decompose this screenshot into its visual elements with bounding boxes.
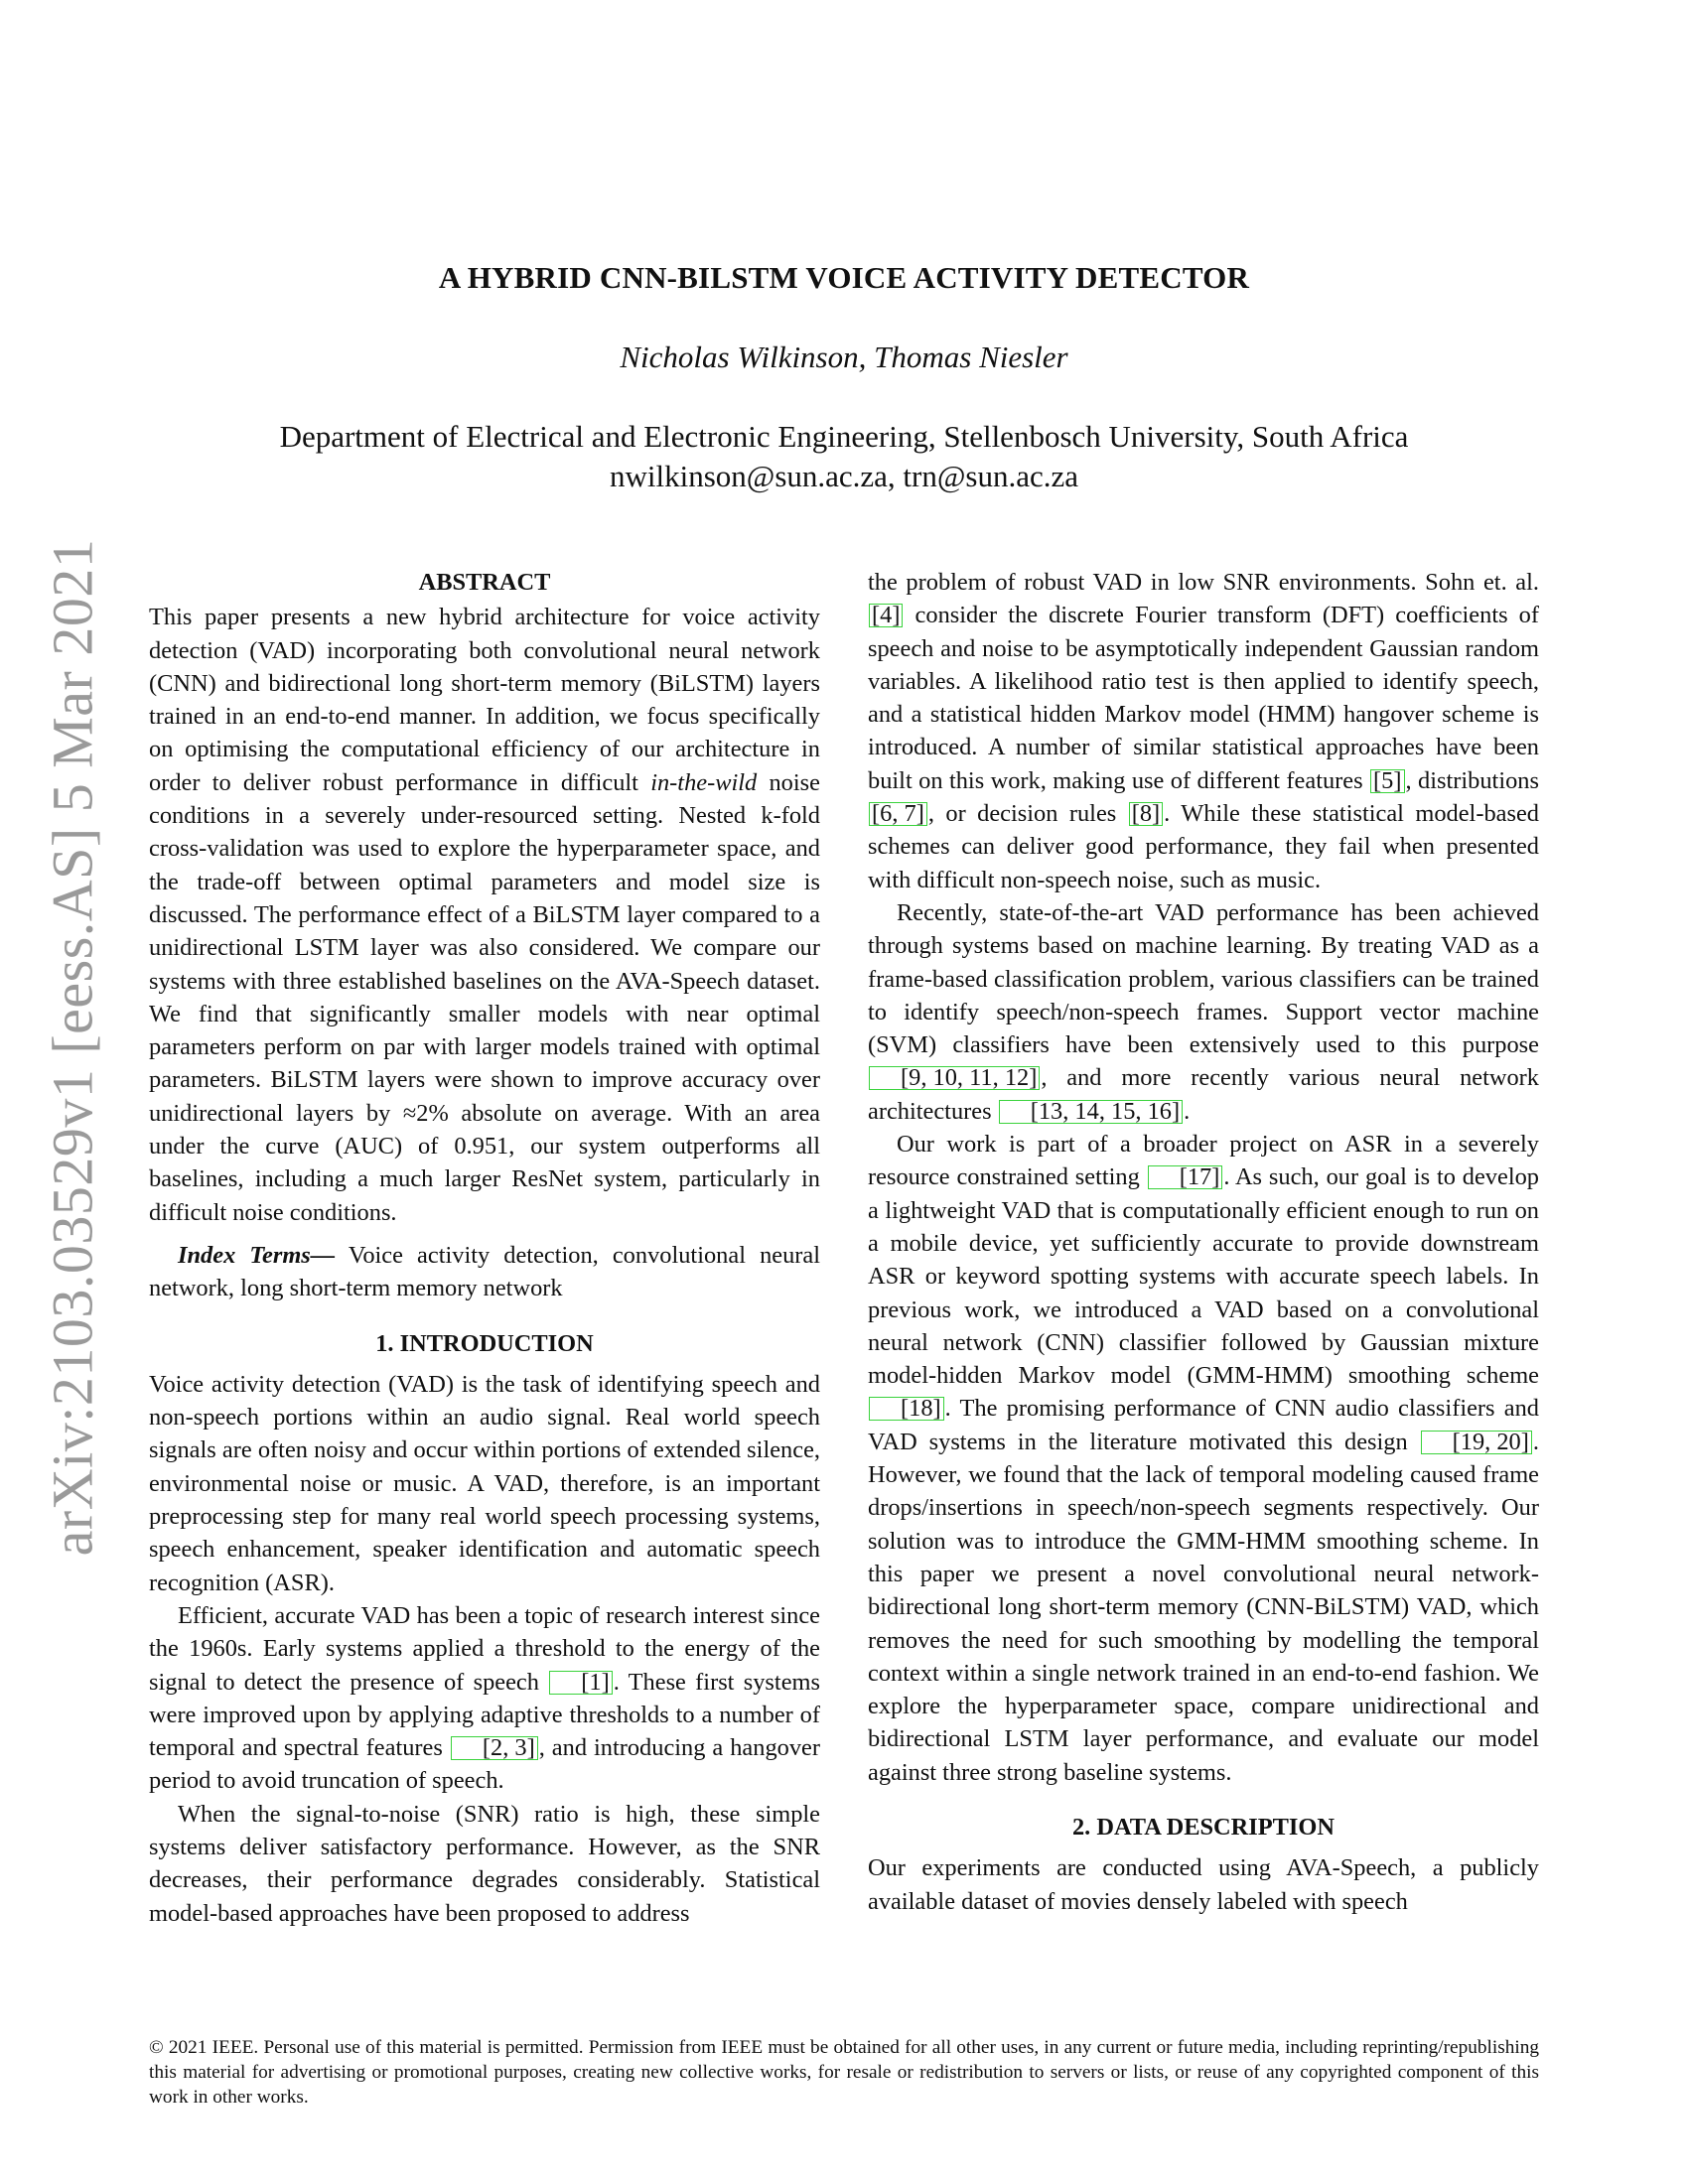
index-terms-text: Voice activity detection, convolutional neural network, long short-term memory network <box>149 1241 821 1302</box>
intro-paragraph-1: Voice activity detection (VAD) is the task of identifying speech and non-speech portions within an audio signal. Real world speech signals are often noisy and occur within portions of extended silence, environmental noise or music. A VAD, therefore, is an important preprocessing step for many real world speech processing systems, speech enhancement, speaker identification and automatic speech recognition (ASR). <box>149 1370 820 1596</box>
right-column <box>868 566 1539 1918</box>
citation-number: 15 <box>1111 1097 1136 1125</box>
text-span: . As such, our goal is to develop a lightweight VAD that is computationally efficient enough to run on a mobile device, yet sufficiently accurate to provide downstream ASR or keyword spotting systems with accurate speech labels. In previous work, we introduced a VAD based on a convolutional neural network (CNN) classifier followed by Gaussian mixture model-hidden Markov model (GMM-HMM) smoothing scheme <box>868 1163 1540 1390</box>
text-span: , or decision rules <box>927 800 1117 828</box>
citation-link[interactable]: [13, 14, 15, 16] <box>999 1100 1183 1124</box>
left-column <box>149 566 820 1930</box>
paper-title: A HYBRID CNN-BILSTM VOICE ACTIVITY DETECTOR <box>438 260 1250 295</box>
citation-number: 14 <box>1074 1097 1099 1125</box>
citation-link[interactable]: [19, 20] <box>1421 1431 1532 1454</box>
abstract-heading: ABSTRACT <box>418 569 551 596</box>
author-emails: nwilkinson@sun.ac.za, trn@sun.ac.za <box>609 459 1079 493</box>
text-span: Recently, state-of-the-art VAD performance has been achieved through systems based on machine learning. By treating VAD as a frame-based classification problem, various classifiers can be trained to identify speech/non-speech frames. Support vector machine (SVM) classifiers have been extensively used to this purpose <box>868 898 1539 1059</box>
intro-paragraph-2 <box>149 1599 820 1798</box>
citation-number: 4 <box>880 602 893 629</box>
text-span: . The promising performance of CNN audio classifiers and VAD systems in the literature motivated this design <box>868 1395 1539 1455</box>
citation-number: 19 <box>1460 1428 1485 1455</box>
text-span: consider the discrete Fourier transform (DFT) coefficients of speech and noise to be asymptotically independent Gaussian random variables. A likelihood ratio test is then applied to identify speech, and a statistical hidden Markov model (HMM) hangover scheme is introduced. A number of similar statistical approaches have been built on this work, making use of different features <box>868 602 1539 794</box>
affiliation-block <box>0 417 1688 496</box>
text-span: . <box>1184 1097 1191 1125</box>
citation-number: 2 <box>490 1734 503 1762</box>
abstract-text <box>149 601 820 1229</box>
index-terms <box>149 1239 820 1305</box>
citation-number: 20 <box>1496 1428 1521 1455</box>
citation-number: 12 <box>1004 1064 1030 1092</box>
citation-link[interactable]: [2, 3] <box>451 1736 538 1760</box>
intro-paragraph-6 <box>868 1128 1539 1789</box>
affiliation: Department of Electrical and Electronic Engineering, Stellenbosch University, South Africa <box>279 419 1409 454</box>
index-terms-label: Index Terms— <box>178 1241 336 1269</box>
text-span: , and more recently various neural network architectures <box>868 1064 1539 1125</box>
intro-paragraph-3: When the signal-to-noise (SNR) ratio is high, these simple systems deliver satisfactory performance. However, as the SNR decreases, their performance degrades considerably. Statistical model-based approaches have been proposed to address <box>149 1800 820 1927</box>
text-span: . These first systems were improved upon by applying adaptive thresholds to a number of temporal and spectral features <box>149 1668 820 1762</box>
section-heading-data-description: 2. DATA DESCRIPTION <box>1071 1813 1336 1841</box>
text-span: the problem of robust VAD in low SNR environments. Sohn et. al. <box>868 569 1539 596</box>
citation-number: 16 <box>1147 1097 1172 1125</box>
text-span: . However, we found that the lack of temporal modeling caused frame drops/insertions in speech/non-speech segments respectively. Our solution was to introduce the GMM-HMM smoothing scheme. In this paper we present a novel convolutional neural network-bidirectional long short-term memory (CNN-BiLSTM) VAD, which removes the need for such smoothing by modelling the temporal context within a single network trained in an end-to-end fashion. We explore the hyperparameter space, compare unidirectional and bidirectional LSTM layer performance, and evaluate our model against three strong baseline systems. <box>868 1428 1539 1786</box>
citation-number: 11 <box>969 1064 993 1092</box>
citation-number: 10 <box>932 1064 957 1092</box>
citation-link[interactable]: [4] <box>869 604 903 627</box>
citation-number: 17 <box>1187 1163 1212 1191</box>
citation-number: 9 <box>909 1064 921 1092</box>
text-span: Efficient, accurate VAD has been a topic of research interest since the 1960s. Early systems applied a threshold to the energy of the signal to detect the presence of speech <box>149 1601 820 1696</box>
citation-link[interactable]: [18] <box>869 1397 944 1421</box>
citation-link[interactable]: [9, 10, 11, 12] <box>869 1066 1040 1090</box>
citation-link[interactable]: [8] <box>1129 802 1163 826</box>
data-paragraph-1: Our experiments are conducted using AVA-Speech, a publicly available dataset of movies densely labeled with speech <box>868 1854 1539 1915</box>
citation-number: 8 <box>1139 800 1153 828</box>
intro-paragraph-4 <box>868 566 1539 896</box>
text-span: Our work is part of a broader project on ASR in a severely resource constrained setting <box>868 1131 1539 1191</box>
text-span: , and introducing a hangover period to avoid truncation of speech. <box>149 1734 820 1795</box>
paper-authors: Nicholas Wilkinson, Thomas Niesler <box>620 340 1068 374</box>
abstract-text-part: This paper presents a new hybrid architecture for voice activity detection (VAD) incorporating both convolutional neural network (CNN) and bidirectional long short-term memory (BiLSTM) layers trained in an end-to-end manner. In addition, we focus specifically on optimising the computational efficiency of our architecture in order to deliver robust performance in difficult <box>149 604 820 796</box>
citation-link[interactable]: [1] <box>549 1671 612 1695</box>
section-heading-introduction: 1. INTRODUCTION <box>375 1329 594 1357</box>
citation-number: 6 <box>880 800 893 828</box>
text-span: , distributions <box>1405 766 1539 794</box>
abstract-italic: in-the-wild <box>650 768 758 796</box>
text-span: . While these statistical model-based schemes can deliver good performance, they fail when presented with difficult non-speech noise, such as music. <box>868 800 1539 893</box>
citation-number: 5 <box>1381 766 1394 794</box>
citation-number: 1 <box>589 1668 602 1696</box>
citation-link[interactable]: [5] <box>1370 769 1404 793</box>
intro-paragraph-5 <box>868 896 1539 1128</box>
citation-link[interactable]: [17] <box>1148 1165 1223 1189</box>
citation-number: 7 <box>904 800 916 828</box>
abstract-text-part: noise conditions in a severely under-resourced setting. Nested k-fold cross-validation was used to explore the hyperparameter space, and the trade-off between optimal parameters and model size is discussed. The performance effect of a BiLSTM layer compared to a unidirectional LSTM layer was also considered. We compare our systems with three established baselines on the AVA-Speech dataset. We find that significantly smaller models with near optimal parameters perform on par with larger models trained with optimal parameters. BiLSTM layers were shown to improve accuracy over unidirectional layers by ≈2% absolute on average. With an area under the curve (AUC) of 0.951, our system outperforms all baselines, including a much larger ResNet system, particularly in difficult noise conditions. <box>149 768 820 1226</box>
citation-link[interactable]: [6, 7] <box>869 802 927 826</box>
copyright-footer: © 2021 IEEE. Personal use of this material is permitted. Permission from IEEE must be obtained for all other uses, in any current or future media, including reprinting/republishing this material for advertising or promotional purposes, creating new collective works, for resale or redistribution to servers or lists, or reuse of any copyrighted component of this work in other works. <box>149 2037 1539 2108</box>
citation-number: 18 <box>909 1395 933 1423</box>
citation-number: 13 <box>1038 1097 1063 1125</box>
arxiv-sidebar <box>38 538 107 1557</box>
citation-number: 3 <box>514 1734 527 1762</box>
arxiv-identifier: arXiv:2103.03529v1 [eess.AS] 5 Mar 2021 <box>40 538 105 1557</box>
